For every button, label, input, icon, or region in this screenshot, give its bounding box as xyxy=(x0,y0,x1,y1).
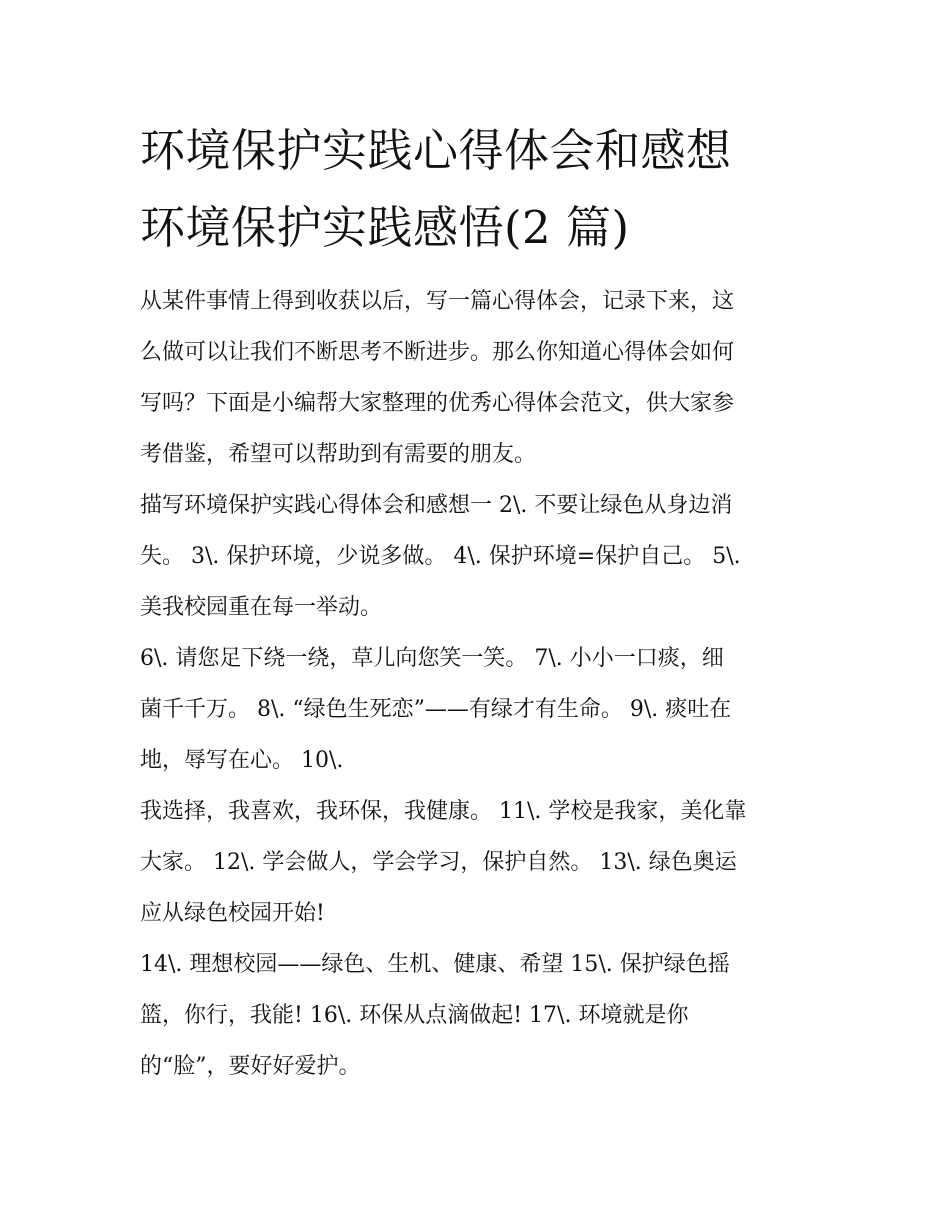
text-line: 从某件事情上得到收获以后，写一篇心得体会，记录下来，这 xyxy=(140,289,735,314)
title-line-1: 环境保护实践心得体会和感想 xyxy=(140,124,732,177)
paragraph-4 xyxy=(140,786,820,939)
text-line: 篮，你行，我能! 16\. 环保从点滴做起! 17\. 环境就是你 xyxy=(140,1003,689,1028)
paragraph-2 xyxy=(140,480,820,633)
text-line: 失。 3\. 保护环境，少说多做。 4\. 保护环境=保护自己。 5\. xyxy=(140,544,741,569)
title-line-2: 环境保护实践感悟(2 篇) xyxy=(140,201,630,254)
paragraph-3 xyxy=(140,633,820,786)
text-line: 美我校园重在每一举动。 xyxy=(140,595,383,620)
text-line: 应从绿色校园开始! xyxy=(140,901,325,926)
text-line: 14\. 理想校园——绿色、生机、健康、希望 15\. 保护绿色摇 xyxy=(140,952,730,977)
text-line: 地，辱写在心。 10\. xyxy=(140,748,344,773)
text-line: 6\. 请您足下绕一绕，草儿向您笑一笑。 7\. 小小一口痰，细 xyxy=(140,646,724,671)
page-title xyxy=(140,112,830,266)
text-line: 我选择，我喜欢，我环保，我健康。 11\. 学校是我家，美化靠 xyxy=(140,799,747,824)
text-line: 的“脸”，要好好爱护。 xyxy=(140,1054,361,1079)
text-line: 描写环境保护实践心得体会和感想一 2\. 不要让绿色从身边消 xyxy=(140,493,733,518)
paragraph-intro xyxy=(140,276,820,480)
article-body xyxy=(140,276,820,1092)
paragraph-5 xyxy=(140,939,820,1092)
text-line: 么做可以让我们不断思考不断进步。那么你知道心得体会如何 xyxy=(140,340,735,365)
text-line: 菌千千万。 8\. “绿色生死恋”——有绿才有生命。 9\. 痰吐在 xyxy=(140,697,732,722)
text-line: 考借鉴，希望可以帮助到有需要的朋友。 xyxy=(140,442,537,467)
text-line: 写吗？下面是小编帮大家整理的优秀心得体会范文，供大家参 xyxy=(140,391,735,416)
text-line: 大家。 12\. 学会做人，学会学习，保护自然。 13\. 绿色奥运 xyxy=(140,850,737,875)
